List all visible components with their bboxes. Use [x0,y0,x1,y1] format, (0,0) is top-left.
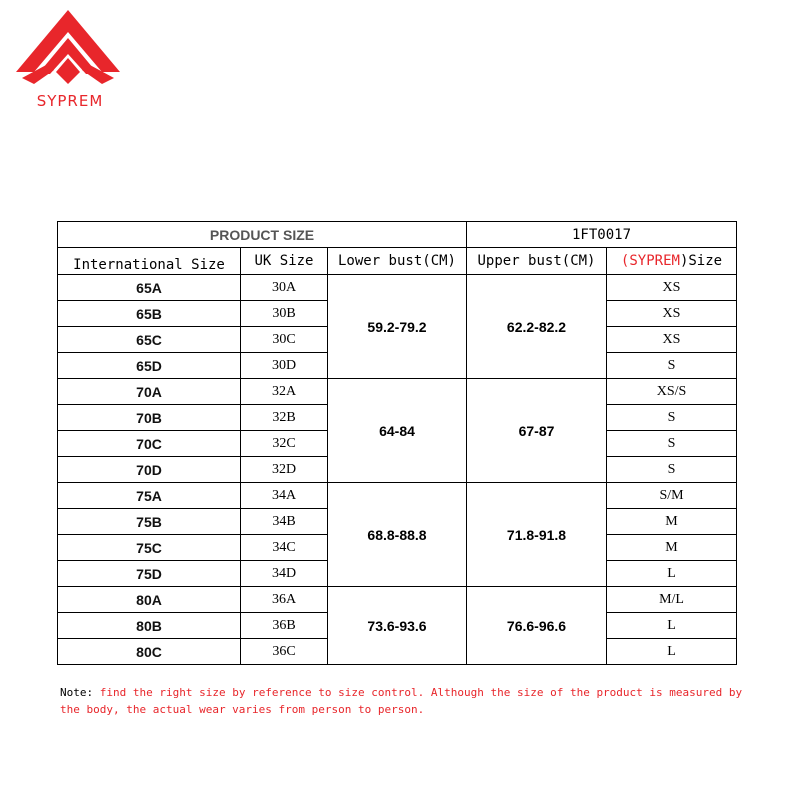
international-size-cell: 70C [58,431,241,457]
international-size-header: International Size [58,248,241,275]
uk-size-cell: 34A [241,483,328,509]
brand-size-cell: M [607,535,737,561]
table-row [58,275,737,301]
brand-size-cell: L [607,639,737,665]
table-row [58,587,737,613]
uk-size-cell: 32C [241,431,328,457]
lower-bust-cell: 64-84 [328,379,467,483]
international-size-cell: 65A [58,275,241,301]
syprem-logo-icon [14,8,122,90]
brand-size-cell: XS [607,327,737,353]
uk-size-cell: 30C [241,327,328,353]
product-size-header: PRODUCT SIZE [58,222,467,248]
uk-size-cell: 34D [241,561,328,587]
upper-bust-cell: 67-87 [467,379,607,483]
international-size-cell: 80A [58,587,241,613]
uk-size-cell: 36C [241,639,328,665]
international-size-cell: 75A [58,483,241,509]
international-size-cell: 80C [58,639,241,665]
uk-size-cell: 36A [241,587,328,613]
international-size-cell: 75D [58,561,241,587]
lower-bust-header: Lower bust(CM) [328,248,467,275]
international-size-cell: 70A [58,379,241,405]
uk-size-cell: 32D [241,457,328,483]
uk-size-cell: 30A [241,275,328,301]
uk-size-cell: 30D [241,353,328,379]
brand-size-brand: SYPREM [629,253,680,269]
uk-size-cell: 36B [241,613,328,639]
uk-size-cell: 34C [241,535,328,561]
brand-size-cell: XS/S [607,379,737,405]
uk-size-cell: 32A [241,379,328,405]
brand-size-cell: M/L [607,587,737,613]
brand-size-cell: L [607,561,737,587]
brand-size-cell: S/M [607,483,737,509]
brand-name: SYPREM [36,92,104,110]
size-table [57,221,737,665]
brand-size-cell: S [607,405,737,431]
size-note [60,684,750,718]
lower-bust-cell: 68.8-88.8 [328,483,467,587]
international-size-cell: 80B [58,613,241,639]
international-size-cell: 70D [58,457,241,483]
lower-bust-cell: 59.2-79.2 [328,275,467,379]
upper-bust-cell: 71.8-91.8 [467,483,607,587]
uk-size-cell: 30B [241,301,328,327]
international-size-cell: 75B [58,509,241,535]
international-size-cell: 65D [58,353,241,379]
international-size-cell: 70B [58,405,241,431]
product-code: 1FT0017 [467,222,737,248]
brand-size-cell: XS [607,301,737,327]
brand-size-cell: M [607,509,737,535]
upper-bust-cell: 76.6-96.6 [467,587,607,665]
brand-size-cell: XS [607,275,737,301]
uk-size-cell: 34B [241,509,328,535]
international-size-cell: 75C [58,535,241,561]
brand-size-header [607,248,737,275]
brand-size-cell: L [607,613,737,639]
brand-logo [8,8,126,110]
brand-size-cell: S [607,353,737,379]
brand-size-cell: S [607,431,737,457]
note-label: Note: [60,686,94,699]
uk-size-cell: 32B [241,405,328,431]
table-row [58,483,737,509]
upper-bust-cell: 62.2-82.2 [467,275,607,379]
table-row [58,379,737,405]
note-text: find the right size by reference to size control. Although the size of the product is measured by the body, the actual wear varies from person to person. [60,686,743,716]
table-header-row [58,248,737,275]
brand-size-cell: S [607,457,737,483]
table-header-row-top [58,222,737,248]
brand-size-close: )Size [679,253,723,269]
upper-bust-header: Upper bust(CM) [467,248,607,275]
brand-size-open: ( [620,253,630,269]
international-size-cell: 65B [58,301,241,327]
international-size-cell: 65C [58,327,241,353]
uk-size-header: UK Size [241,248,328,275]
lower-bust-cell: 73.6-93.6 [328,587,467,665]
